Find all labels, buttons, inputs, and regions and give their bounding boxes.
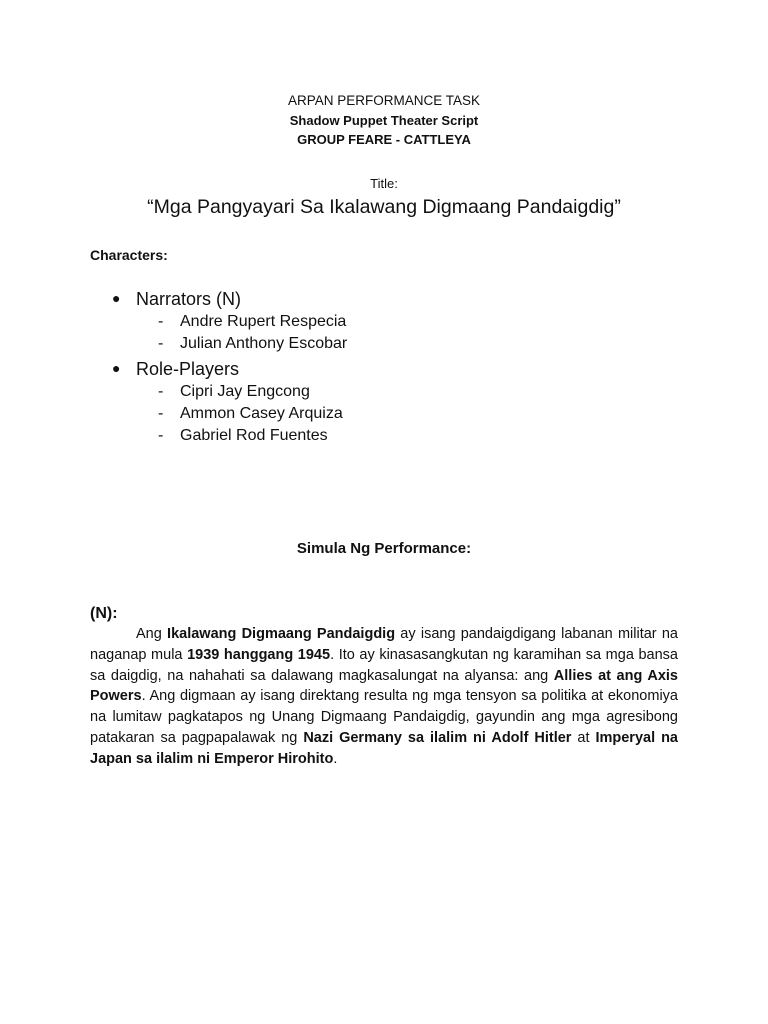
list-item — [158, 334, 347, 354]
member-name: Julian Anthony Escobar — [180, 335, 348, 352]
group-name: Role-Players — [136, 359, 240, 379]
character-group-narrators — [112, 286, 241, 311]
member-name: Ammon Casey Arquiza — [180, 405, 343, 422]
text-segment: Ang — [136, 626, 168, 642]
header-script-type: Shadow Puppet Theater Script — [289, 113, 479, 128]
script-title: “Mga Pangyayari Sa Ikalawang Digmaang Pandaigdig” — [147, 196, 621, 218]
bold-text-segment: 1939 hanggang 1945 — [187, 646, 331, 663]
dash-marker: - — [158, 383, 164, 400]
speaker-label: (N): — [90, 605, 118, 622]
text-segment: . Ito ay kinasasangkutan ng karamihan sa mga bansa sa daigdig, na nahahati sa dalawang magkasalungat na alyansa: ang — [90, 646, 678, 684]
section-heading: Simula Ng Performance: — [296, 540, 472, 557]
member-name: Andre Rupert Respecia — [180, 313, 347, 330]
header-task-title: ARPAN PERFORMANCE TASK — [287, 93, 481, 108]
member-name: Gabriel Rod Fuentes — [180, 427, 328, 444]
dash-marker: - — [158, 405, 164, 422]
member-name: Cipri Jay Engcong — [180, 383, 310, 400]
bold-text-segment: Ikalawang Digmaang Pandaigdig — [167, 626, 396, 642]
bold-text-segment: Imperyal na Japan sa ilalim ni Emperor Hirohito — [90, 729, 678, 767]
text-segment: . Ang digmaan ay isang direktang resulta ng mga tensyon sa politika at ekonomiya na lumitaw pagkatapos ng Unang Digmaang Pandaigdig, gayundin ang mga agresibong patakaran sa pagpapalawak ng — [90, 688, 678, 746]
list-item — [158, 426, 328, 446]
characters-label: Characters: — [90, 247, 168, 263]
dash-marker: - — [158, 313, 164, 330]
bold-text-segment: Allies at ang Axis Powers — [90, 667, 678, 705]
narration-paragraph — [90, 624, 678, 770]
character-group-role-players — [112, 356, 239, 381]
text-segment: at — [571, 729, 596, 746]
list-item — [158, 404, 343, 424]
text-segment: ay isang pandaigdigang labanan militar na naganap mula — [90, 626, 678, 663]
dash-marker: - — [158, 335, 164, 352]
bullet-icon: ● — [112, 290, 121, 306]
list-item — [158, 382, 310, 402]
list-item — [158, 312, 346, 332]
dash-marker: - — [158, 427, 164, 444]
header-group-name: GROUP FEARE - CATTLEYA — [297, 132, 471, 147]
title-label: Title: — [370, 176, 398, 191]
bold-text-segment: Nazi Germany sa ilalim ni Adolf Hitler — [303, 729, 572, 746]
group-name: Narrators (N) — [136, 289, 242, 309]
bullet-icon: ● — [112, 360, 121, 376]
text-segment: . — [333, 750, 338, 767]
